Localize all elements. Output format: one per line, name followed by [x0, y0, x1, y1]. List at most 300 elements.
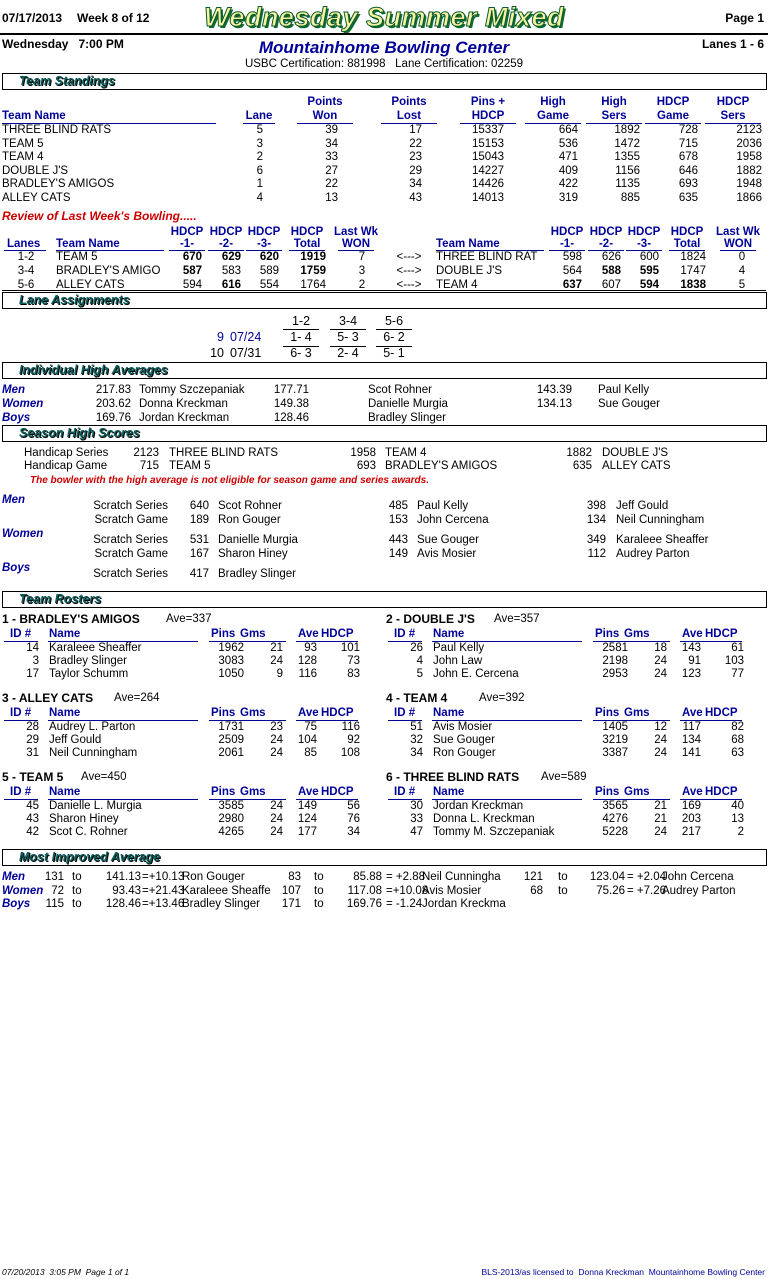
roster-hdcp: 68: [731, 734, 744, 746]
season-score: 112: [587, 548, 606, 560]
standings-cell: 33: [325, 151, 338, 163]
standings-cell: 34: [409, 178, 422, 190]
lane-pairing: 1- 4: [290, 330, 312, 344]
improved-to-word: to: [314, 898, 324, 910]
review-header-opp-g1: HDCP: [550, 226, 584, 238]
lane-date: 07/31: [230, 346, 262, 360]
roster-name: Donna L. Kreckman: [433, 813, 535, 825]
roster-pins: 2980: [218, 813, 244, 825]
improved-label: Women: [2, 884, 44, 897]
roster-header-hdcp: HDCP: [321, 628, 354, 640]
improved-name: Ron Gouger: [182, 871, 245, 883]
standings-team-name: DOUBLE J'S: [2, 164, 69, 177]
standings-header-hdg: HDCP: [656, 96, 690, 108]
review-header-opp-g2: HDCP: [589, 226, 623, 238]
high-avg-value: 149.38: [273, 398, 309, 410]
roster-name: John E. Cercena: [433, 668, 519, 680]
high-avg-label: Boys: [2, 412, 31, 424]
review-won: 2: [358, 279, 366, 291]
roster-team-ave: Ave=450: [81, 771, 127, 783]
standings-cell: 2: [256, 151, 263, 163]
review-header-opp-w: WON: [723, 238, 753, 250]
review-header-opp-g2: -2-: [598, 238, 614, 250]
review-opp-team: DOUBLE J'S: [436, 265, 503, 277]
section-season-high: Season High Scores: [2, 425, 767, 442]
roster-name: John Law: [433, 655, 483, 667]
roster-ave: 117: [682, 721, 701, 733]
season-value: 635: [572, 460, 592, 472]
roster-pins: 3565: [602, 800, 628, 812]
roster-gms: 18: [654, 642, 667, 654]
standings-cell: 409: [558, 164, 578, 177]
review-lanes: 1-2: [17, 251, 35, 263]
review-opp-won: 5: [738, 279, 746, 291]
roster-id: 28: [26, 721, 39, 733]
standings-cell: 2036: [736, 137, 762, 150]
roster-header-gms: Gms: [624, 628, 650, 640]
improved-to-word: to: [558, 871, 568, 883]
roster-ave: 134: [681, 734, 701, 746]
roster-header-pins: Pins: [211, 786, 236, 798]
roster-pins: 2953: [602, 668, 628, 680]
roster-pins: 5228: [602, 826, 628, 838]
high-avg-value: 143.39: [536, 384, 572, 396]
standings-team-name: BRADLEY'S AMIGOS: [2, 178, 115, 190]
roster-ave: 85: [304, 747, 317, 759]
roster-gms: 24: [654, 734, 667, 746]
standings-header-lost: Lost: [396, 110, 422, 122]
season-team: BRADLEY'S AMIGOS: [385, 460, 498, 472]
roster-hdcp: 73: [347, 655, 360, 667]
roster-id: 29: [26, 734, 39, 746]
roster-team-title: 4 - TEAM 4: [386, 691, 448, 705]
roster-id: 3: [32, 655, 39, 667]
improved-label: Boys: [2, 898, 31, 910]
standings-header-won: Points: [307, 96, 343, 108]
roster-pins: 3387: [602, 747, 628, 759]
roster-header-gms: Gms: [240, 786, 266, 798]
roster-hdcp: 103: [724, 655, 744, 667]
standings-cell: 885: [620, 191, 640, 204]
season-score: 167: [189, 548, 209, 560]
league-title: Wednesday Summer Mixed: [203, 2, 565, 32]
roster-header-ave: Ave: [298, 628, 319, 640]
roster-header-pins: Pins: [595, 707, 620, 719]
season-value: 715: [139, 460, 159, 472]
roster-header-name: Name: [49, 786, 81, 798]
roster-gms: 24: [270, 734, 283, 746]
roster-header-name: Name: [49, 628, 81, 640]
improved-to-word: to: [72, 884, 82, 897]
roster-name: Jordan Kreckman: [433, 800, 524, 812]
review-opp-won: 0: [738, 251, 746, 263]
roster-header-ave: Ave: [298, 786, 319, 798]
review-vs: <--->: [396, 251, 422, 263]
roster-header-gms: Gms: [240, 707, 266, 719]
page-number: Page 1: [725, 11, 764, 25]
review-opp-score: 637: [562, 279, 582, 291]
roster-gms: 24: [270, 826, 283, 838]
lane-pairing: 2- 4: [337, 346, 359, 360]
high-avg-label: Women: [2, 398, 44, 410]
improved-from: 68: [530, 884, 543, 897]
roster-gms: 23: [270, 721, 283, 733]
season-score: 349: [586, 534, 606, 546]
roster-gms: 24: [654, 655, 667, 667]
roster-name: Avis Mosier: [433, 721, 493, 733]
season-type: Scratch Series: [93, 568, 168, 580]
standings-cell: 1156: [615, 164, 640, 177]
roster-header-ave: Ave: [682, 628, 703, 640]
roster-gms: 24: [270, 813, 283, 825]
roster-header-name: Name: [433, 628, 465, 640]
standings-team-name: TEAM 5: [2, 137, 44, 150]
standings-cell: 1472: [614, 137, 640, 150]
lane-date: 07/24: [230, 330, 262, 344]
review-opp-score: 607: [601, 279, 621, 291]
review-header-g3: -3-: [256, 238, 272, 250]
roster-gms: 24: [270, 747, 283, 759]
season-bowler: Jeff Gould: [616, 500, 669, 512]
season-bowler: Danielle Murgia: [218, 534, 298, 546]
review-header-g1: HDCP: [170, 226, 204, 238]
roster-id: 42: [26, 826, 39, 838]
roster-header-ave: Ave: [298, 707, 319, 719]
standings-cell: 22: [409, 137, 422, 150]
roster-ave: 124: [297, 813, 317, 825]
roster-hdcp: 63: [731, 747, 744, 759]
roster-header-hdcp: HDCP: [705, 786, 738, 798]
improved-from: 115: [45, 898, 64, 910]
review-header-team: Team Name: [56, 238, 120, 250]
roster-pins: 2581: [602, 642, 628, 654]
improved-to: 75.26: [596, 884, 625, 897]
roster-header-id: ID #: [10, 707, 32, 719]
high-avg-value: 128.46: [273, 412, 309, 424]
review-team: TEAM 5: [56, 251, 98, 263]
roster-name: Danielle L. Murgia: [49, 800, 142, 812]
roster-id: 34: [410, 747, 423, 759]
season-team: ALLEY CATS: [602, 460, 671, 472]
season-team: TEAM 5: [169, 460, 211, 472]
season-score: 398: [586, 500, 606, 512]
review-opp-score: 595: [639, 265, 659, 277]
review-score: 629: [221, 251, 241, 263]
standings-team-name: ALLEY CATS: [2, 191, 71, 204]
roster-name: Paul Kelly: [433, 642, 485, 654]
lane-week: 10: [210, 346, 224, 360]
season-score: 153: [388, 514, 408, 526]
standings-header-hds: HDCP: [716, 96, 750, 108]
roster-team-ave: Ave=264: [114, 692, 160, 704]
section-most-improved: Most Improved Average: [2, 849, 767, 866]
high-avg-value: 169.76: [95, 412, 131, 424]
season-bowler: Ron Gouger: [218, 514, 281, 526]
roster-name: Audrey L. Parton: [49, 721, 136, 733]
high-avg-value: 217.83: [95, 384, 131, 396]
roster-ave: 116: [298, 668, 317, 680]
standings-cell: 14227: [472, 164, 504, 177]
review-opp-score: 1824: [680, 251, 706, 263]
standings-cell: 23: [409, 151, 422, 163]
review-header-opp-t: Total: [673, 238, 701, 250]
standings-header-lost: Points: [391, 96, 427, 108]
lane-pair-header: 1-2: [291, 314, 311, 328]
standings-cell: 471: [558, 151, 578, 163]
standings-cell: 29: [409, 164, 422, 177]
hdcp-series-label: Handicap Series: [24, 447, 109, 459]
review-opp-score: 594: [639, 279, 659, 291]
standings-cell: 1948: [736, 178, 762, 190]
roster-hdcp: 116: [341, 721, 360, 733]
improved-diff: = -1.24: [386, 898, 423, 910]
standings-cell: 34: [325, 137, 338, 150]
standings-cell: 319: [558, 191, 578, 204]
improved-diff: =+13.46: [142, 898, 185, 910]
section-lane-assignments: Lane Assignments: [2, 292, 767, 309]
review-header-g1: -1-: [179, 238, 195, 250]
lanes-label: Lanes 1 - 6: [701, 37, 764, 51]
roster-hdcp: 101: [340, 642, 360, 654]
review-opp-team: TEAM 4: [436, 279, 478, 291]
roster-header-hdcp: HDCP: [321, 707, 354, 719]
review-header-w: WON: [341, 238, 371, 250]
standings-header-team: Team Name: [2, 110, 66, 122]
review-lanes: 3-4: [17, 265, 35, 277]
roster-hdcp: 108: [340, 747, 360, 759]
roster-id: 4: [416, 655, 423, 667]
review-score: 670: [182, 251, 202, 263]
roster-ave: 104: [297, 734, 317, 746]
lane-week: 9: [217, 330, 224, 344]
season-bowler: Neil Cunningham: [616, 514, 705, 526]
improved-to: 141.13: [105, 871, 141, 883]
roster-ave: 169: [681, 800, 701, 812]
standings-cell: 27: [325, 164, 338, 177]
season-group-label: Boys: [2, 562, 31, 574]
high-avg-value: 203.62: [95, 398, 131, 410]
standings-header-hds: Sers: [720, 110, 746, 122]
roster-ave: 177: [297, 826, 317, 838]
roster-hdcp: 92: [347, 734, 360, 746]
standings-cell: 39: [325, 124, 338, 136]
roster-pins: 3585: [218, 800, 244, 812]
season-bowler: Avis Mosier: [417, 548, 477, 560]
hdcp-game-label: Handicap Game: [24, 460, 108, 472]
standings-header-hg: High: [540, 96, 566, 108]
season-group-label: Women: [2, 528, 44, 540]
roster-gms: 12: [654, 721, 667, 733]
improved-to-word: to: [314, 871, 324, 883]
standings-cell: 43: [409, 191, 422, 204]
roster-header-ave: Ave: [682, 707, 703, 719]
standings-cell: 635: [678, 191, 698, 204]
review-header-opp-w: Last Wk: [715, 226, 761, 238]
roster-gms: 21: [654, 800, 667, 812]
high-avg-name: Danielle Murgia: [368, 398, 448, 410]
standings-cell: 22: [325, 178, 338, 190]
improved-from: 121: [523, 871, 543, 883]
improved-name: Jordan Kreckma: [422, 898, 506, 910]
roster-header-id: ID #: [394, 628, 416, 640]
roster-pins: 2509: [218, 734, 244, 746]
review-score: 554: [259, 279, 279, 291]
review-vs: <--->: [396, 279, 422, 291]
review-team: BRADLEY'S AMIGO: [56, 265, 161, 277]
roster-name: Karaleee Sheaffer: [49, 642, 142, 654]
improved-name: Neil Cunningha: [422, 871, 501, 883]
improved-name: Audrey Parton: [662, 884, 736, 897]
season-bowler: Paul Kelly: [417, 500, 469, 512]
review-header-opp-g3: -3-: [636, 238, 652, 250]
review-opp-team: THREE BLIND RAT: [436, 251, 538, 263]
season-score: 149: [388, 548, 408, 560]
roster-header-pins: Pins: [211, 628, 236, 640]
standings-cell: 14426: [472, 178, 504, 190]
season-type: Scratch Series: [93, 534, 168, 546]
roster-header-pins: Pins: [595, 628, 620, 640]
roster-name: Sue Gouger: [433, 734, 496, 746]
footer-right: BLS-2013/as licensed to Donna Kreckman Mountainhome Bowling Center: [481, 1267, 765, 1277]
standings-cell: 4: [256, 191, 263, 204]
review-header-opp-g1: -1-: [559, 238, 575, 250]
season-score: 417: [189, 568, 209, 580]
standings-header-pins: HDCP: [471, 110, 505, 122]
roster-hdcp: 13: [731, 813, 744, 825]
standings-cell: 1355: [614, 151, 640, 163]
roster-hdcp: 2: [737, 826, 744, 838]
improved-from: 131: [44, 871, 64, 883]
season-score: 443: [388, 534, 408, 546]
season-note: The bowler with the high average is not eligible for season game and series awards.: [30, 475, 429, 486]
season-score: 531: [189, 534, 209, 546]
high-avg-name: Paul Kelly: [598, 384, 650, 396]
roster-ave: 149: [297, 800, 317, 812]
roster-team-ave: Ave=357: [494, 613, 540, 625]
roster-header-gms: Gms: [624, 786, 650, 798]
standings-cell: 15043: [472, 151, 504, 163]
high-avg-name: Scot Rohner: [368, 384, 432, 396]
high-avg-name: Tommy Szczepaniak: [139, 384, 245, 396]
roster-header-gms: Gms: [624, 707, 650, 719]
roster-gms: 24: [654, 668, 667, 680]
roster-id: 5: [416, 668, 423, 680]
standings-header-hg: Game: [537, 110, 569, 122]
standings-cell: 3: [256, 137, 263, 150]
review-won: 3: [358, 265, 366, 277]
roster-team-title: 1 - BRADLEY'S AMIGOS: [2, 612, 140, 626]
standings-cell: 536: [558, 137, 578, 150]
improved-from: 171: [281, 898, 301, 910]
improved-to: 128.46: [105, 898, 141, 910]
improved-to: 117.08: [347, 884, 382, 897]
standings-cell: 693: [678, 178, 698, 190]
roster-pins: 4276: [602, 813, 628, 825]
season-bowler: Audrey Parton: [616, 548, 690, 560]
season-bowler: John Cercena: [417, 514, 489, 526]
roster-id: 31: [26, 747, 39, 759]
review-vs: <--->: [396, 265, 422, 277]
season-type: Scratch Game: [94, 514, 168, 526]
roster-gms: 24: [270, 800, 283, 812]
standings-cell: 6: [256, 164, 263, 177]
review-header-lanes: Lanes: [7, 238, 41, 250]
review-opp-score: 564: [562, 265, 582, 277]
improved-to-word: to: [72, 898, 82, 910]
standings-header-won: Won: [312, 110, 338, 122]
season-score: 134: [586, 514, 606, 526]
review-opp-score: 600: [639, 251, 659, 263]
roster-id: 43: [26, 813, 39, 825]
review-score: 589: [259, 265, 279, 277]
review-opp-won: 4: [738, 265, 746, 277]
season-type: Scratch Game: [94, 548, 168, 560]
section-high-averages: Individual High Averages: [2, 362, 767, 379]
roster-ave: 91: [688, 655, 701, 667]
review-team: ALLEY CATS: [56, 279, 125, 291]
season-score: 485: [388, 500, 408, 512]
improved-from: 107: [281, 884, 301, 897]
season-score: 189: [189, 514, 209, 526]
standings-team-name: THREE BLIND RATS: [2, 124, 112, 136]
roster-pins: 1050: [218, 668, 244, 680]
review-score: 587: [182, 265, 202, 277]
high-avg-name: Bradley Slinger: [368, 412, 446, 424]
roster-hdcp: 61: [731, 642, 744, 654]
standings-cell: 1: [256, 178, 263, 190]
standings-cell: 1958: [736, 151, 762, 163]
improved-name: Bradley Slinger: [182, 898, 260, 910]
standings-cell: 15153: [472, 137, 504, 150]
review-opp-score: 1838: [680, 279, 706, 291]
improved-diff: =+10.13: [142, 871, 185, 883]
standings-cell: 1882: [736, 164, 762, 177]
roster-team-title: 5 - TEAM 5: [2, 770, 64, 784]
standings-cell: 13: [325, 191, 338, 204]
roster-ave: 217: [681, 826, 701, 838]
standings-cell: 728: [678, 124, 698, 136]
roster-pins: 4265: [218, 826, 244, 838]
roster-id: 47: [410, 826, 423, 838]
center-name: Mountainhome Bowling Center: [258, 38, 510, 57]
improved-label: Men: [2, 871, 25, 883]
improved-diff: =+10.08: [386, 884, 429, 897]
review-won: 7: [358, 251, 366, 263]
roster-name: Jeff Gould: [49, 734, 102, 746]
standings-cell: 664: [558, 124, 578, 136]
roster-team-ave: Ave=337: [166, 613, 212, 625]
roster-name: Tommy M. Szczepaniak: [433, 826, 555, 838]
high-avg-value: 177.71: [273, 384, 309, 396]
season-team: THREE BLIND RATS: [169, 447, 279, 459]
roster-hdcp: 77: [731, 668, 744, 680]
review-score: 583: [221, 265, 241, 277]
lane-pair-header: 3-4: [338, 314, 358, 328]
standings-cell: 715: [678, 137, 698, 150]
standings-cell: 1135: [615, 178, 640, 190]
season-team: DOUBLE J'S: [602, 447, 669, 459]
section-team-standings: Team Standings: [2, 73, 767, 90]
standings-header-pins: Pins +: [470, 96, 506, 108]
review-opp-score: 588: [601, 265, 621, 277]
season-group-label: Men: [2, 494, 25, 506]
roster-header-pins: Pins: [595, 786, 620, 798]
improved-name: John Cercena: [662, 871, 734, 883]
standings-header-lane: Lane: [245, 110, 273, 122]
improved-from: 83: [288, 871, 301, 883]
improved-to-word: to: [558, 884, 568, 897]
roster-gms: 24: [654, 747, 667, 759]
